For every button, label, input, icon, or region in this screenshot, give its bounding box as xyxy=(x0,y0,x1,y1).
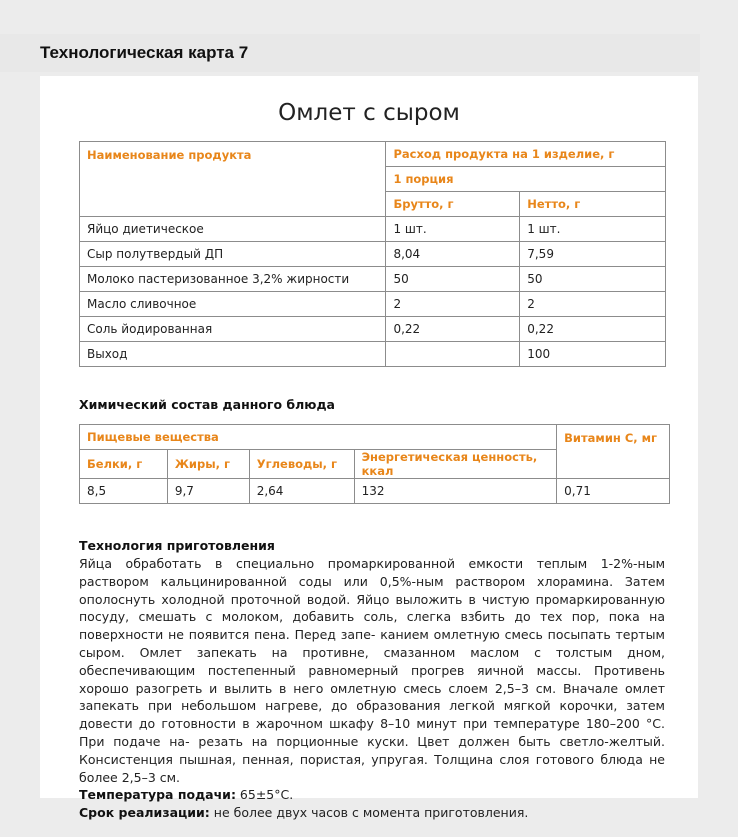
ingredient-name: Молоко пастеризованное 3,2% жирности xyxy=(80,267,386,292)
technology-line: резать на порционные куски. Цвет должен быть светло-желтый. Консистенция пышная, пенная, xyxy=(79,733,665,767)
ingredient-gross: 2 xyxy=(386,292,520,317)
technology-line: добавить соль, слегка взбить до тех пор, пока на поверхности не появится пена. Перед запе- xyxy=(79,609,665,643)
col-usage-header: Расход продукта на 1 изделие, г xyxy=(386,142,666,167)
ingredient-gross: 50 xyxy=(386,267,520,292)
chemistry-header-row xyxy=(80,425,670,450)
chemistry-title: Химический состав данного блюда xyxy=(79,397,335,412)
col-protein-header: Белки, г xyxy=(80,450,168,479)
ingredient-net: 1 шт. xyxy=(520,217,666,242)
col-nutrients-header: Пищевые вещества xyxy=(80,425,557,450)
table-row xyxy=(80,479,670,504)
carbs-value: 2,64 xyxy=(249,479,354,504)
ingredient-gross: 1 шт. xyxy=(386,217,520,242)
page-title: Технологическая карта 7 xyxy=(40,43,249,62)
vitamin-value: 0,71 xyxy=(557,479,670,504)
serving-temperature xyxy=(79,786,665,804)
table-row xyxy=(80,217,666,242)
shelf-life-value: не более двух часов с момента приготовления. xyxy=(209,805,529,821)
ingredient-name: Яйцо диетическое xyxy=(80,217,386,242)
col-gross-header: Брутто, г xyxy=(386,192,520,217)
col-carbs-header: Углеводы, г xyxy=(249,450,354,479)
shelf-life-label: Срок реализации: xyxy=(79,805,210,821)
protein-value: 8,5 xyxy=(80,479,168,504)
energy-value: 132 xyxy=(354,479,557,504)
technology-line: кальцинированной соды или 0,5%-ным раствором хлорамина. Затем ополоснуть холодной xyxy=(79,573,665,607)
ingredient-gross xyxy=(386,342,520,367)
technology-line: до готовности в жарочном шкафу 8–10 минут при температуре 180–200 °С. При подаче на- xyxy=(79,716,665,749)
ingredient-gross: 8,04 xyxy=(386,242,520,267)
technology-line: пористая, упругая. Толщина слоя готового блюда не более 2,5–3 см. xyxy=(79,751,665,785)
serving-temp-label: Температура подачи: xyxy=(79,787,236,803)
technology-line: Яйца обработать в специально промаркированной емкости теплым 1-2%-ным раствором xyxy=(79,556,665,589)
serving-temp-value: 65±5°С. xyxy=(235,787,294,803)
technology-title: Технология приготовления xyxy=(79,538,275,553)
technology-paragraph xyxy=(79,555,665,786)
ingredient-net: 50 xyxy=(520,267,666,292)
col-net-header: Нетто, г xyxy=(520,192,666,217)
dish-title: Омлет с сыром xyxy=(278,100,460,126)
col-name-header: Наименование продукта xyxy=(80,142,386,217)
technology-line: канием омлетную смесь посыпать тертым сыром. Омлет запекать на противне, смазанном xyxy=(79,627,665,660)
ingredients-table xyxy=(79,141,666,367)
ingredient-net: 7,59 xyxy=(520,242,666,267)
technology-text xyxy=(79,555,665,822)
page-header xyxy=(0,34,700,72)
fat-value: 9,7 xyxy=(167,479,249,504)
table-row xyxy=(80,267,666,292)
table-row xyxy=(80,317,666,342)
ingredient-name: Сыр полутвердый ДП xyxy=(80,242,386,267)
col-fat-header: Жиры, г xyxy=(167,450,249,479)
col-energy-header: Энергетическая ценность, ккал xyxy=(354,450,557,479)
portion-header: 1 порция xyxy=(386,167,666,192)
ingredient-name: Масло сливочное xyxy=(80,292,386,317)
ingredient-net: 2 xyxy=(520,292,666,317)
yield-row xyxy=(80,342,666,367)
col-vitamin-header: Витамин С, мг xyxy=(557,425,670,479)
table-row xyxy=(80,242,666,267)
ingredient-name: Соль йодированная xyxy=(80,317,386,342)
chemistry-table xyxy=(79,424,670,504)
table-row xyxy=(80,292,666,317)
ingredient-net: 0,22 xyxy=(520,317,666,342)
ingredient-gross: 0,22 xyxy=(386,317,520,342)
technology-line: запекать при небольшом нагреве, до образования легкой мягкой корочки, затем довести xyxy=(79,698,665,732)
ingredient-net: 100 xyxy=(520,342,666,367)
technology-line: маслом с толстым дном, обеспечивающим постепенный равномерный прогрев яичной массы. xyxy=(79,644,665,678)
technology-line: Противень хорошо разогреть и вылить в него омлетную смесь слоем 2,5–3 см. Вначале омлет xyxy=(79,662,665,696)
ingredients-header-row xyxy=(80,142,666,167)
technology-line: проточной водой. Яйцо выложить в чистую промаркированную посуду, смешать с молоком, xyxy=(79,591,665,625)
recipe-card xyxy=(40,76,698,821)
ingredient-name: Выход xyxy=(80,342,386,367)
shelf-life xyxy=(79,804,665,822)
